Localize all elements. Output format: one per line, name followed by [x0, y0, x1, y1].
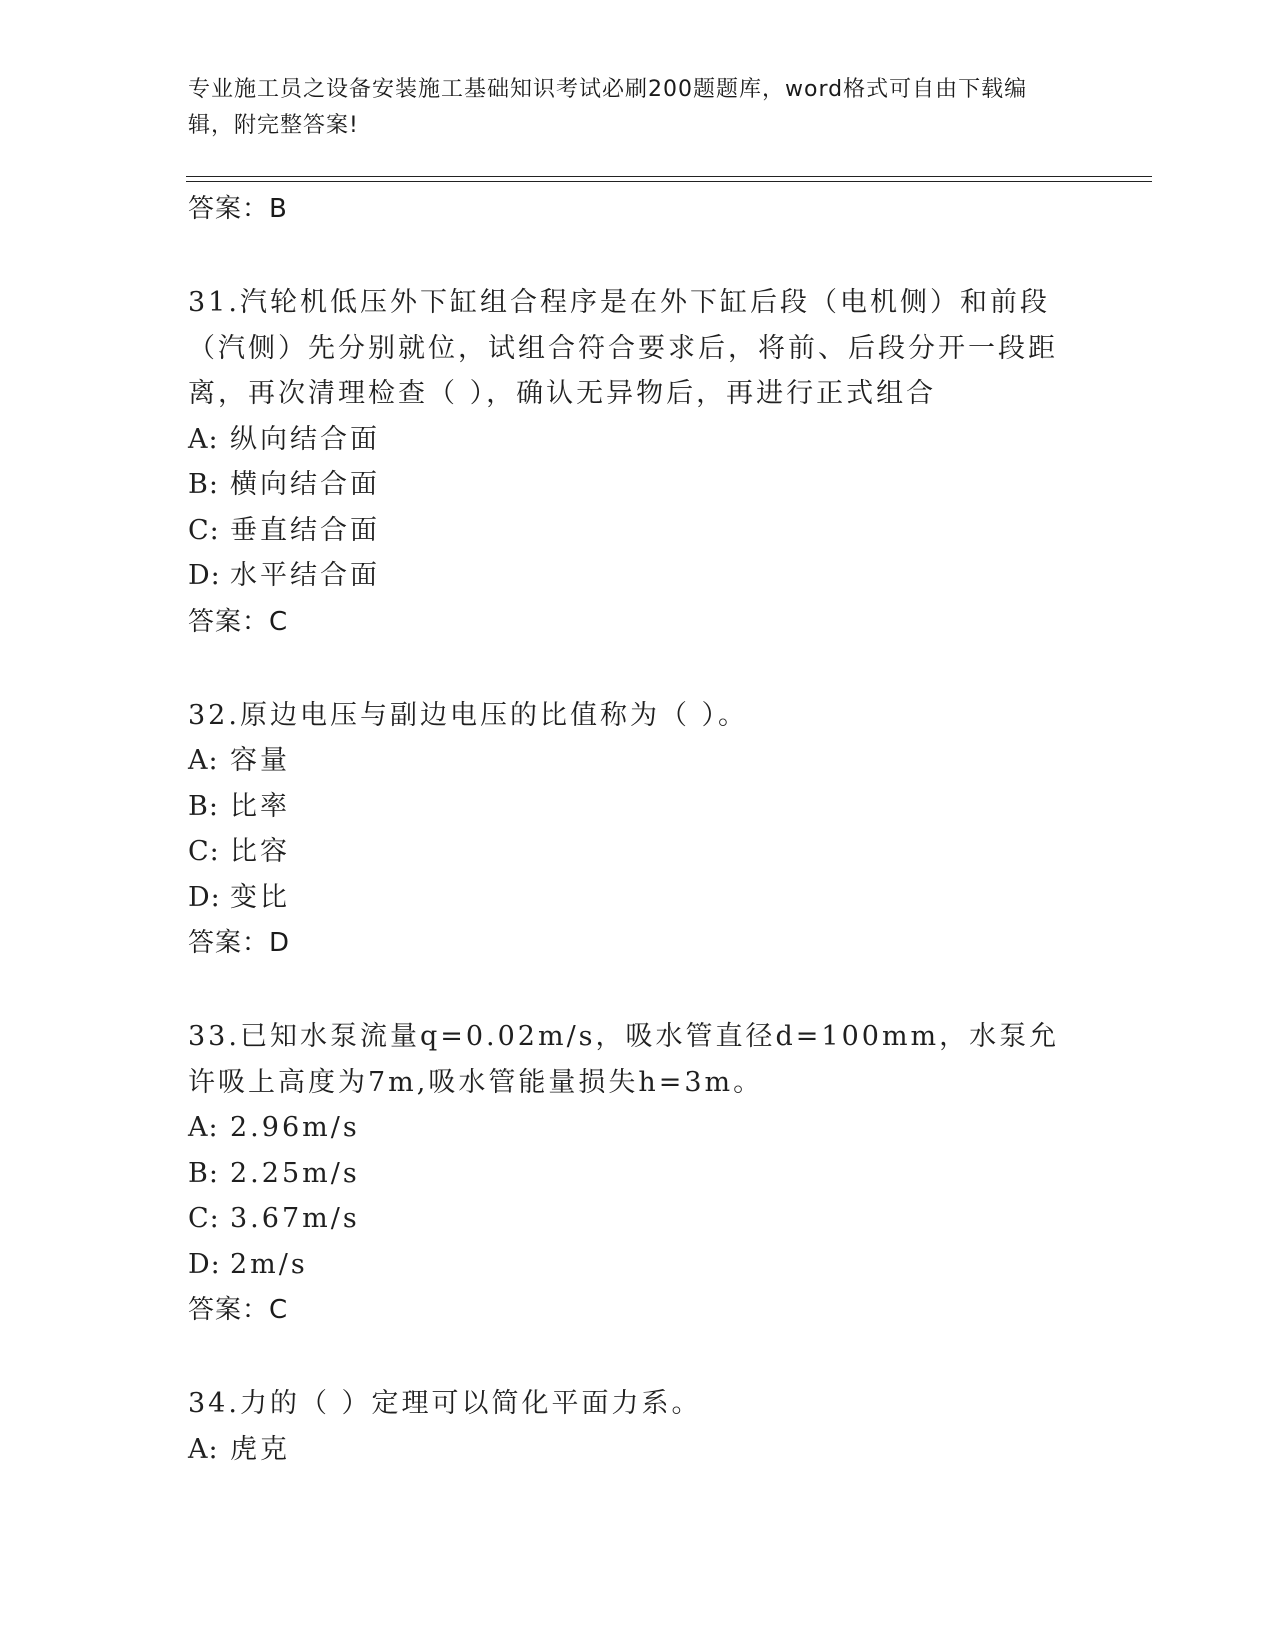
option-text: 横向结合面	[230, 469, 380, 500]
option-d	[188, 1242, 1088, 1288]
question-33	[188, 1014, 1088, 1333]
question-32	[188, 693, 1088, 967]
question-text: 34.力的（ ）定理可以简化平面力系。	[188, 1388, 702, 1419]
option-text: 2m/s	[230, 1248, 308, 1280]
option-text: 变比	[230, 881, 290, 913]
option-text: 容量	[230, 745, 290, 776]
header-rule-bottom	[186, 181, 1152, 182]
answer-line: 答案：D	[188, 928, 291, 958]
option-letter: D:	[188, 1248, 221, 1280]
option-text: 比容	[230, 836, 290, 867]
option-d	[188, 553, 1088, 599]
option-c	[188, 1196, 1088, 1242]
option-d	[188, 875, 1088, 921]
option-text: 水平结合面	[230, 560, 380, 591]
option-letter: D:	[188, 881, 221, 913]
option-text: 3.67m/s	[230, 1203, 360, 1234]
answer-line: 答案：C	[188, 606, 289, 637]
question-34	[188, 1381, 1088, 1472]
header-rule-top	[186, 176, 1152, 177]
option-letter: A:	[188, 1112, 219, 1143]
option-letter: C:	[188, 1203, 220, 1234]
option-b	[188, 462, 1088, 508]
question-31	[188, 280, 1088, 645]
option-text: 2.25m/s	[230, 1157, 360, 1189]
option-letter: C:	[188, 836, 220, 867]
content-area	[188, 186, 1088, 1472]
option-a	[188, 738, 1088, 784]
option-a	[188, 1105, 1088, 1151]
option-text: 垂直结合面	[230, 514, 380, 546]
option-a	[188, 417, 1088, 463]
answer-line: 答案：C	[188, 1295, 289, 1325]
option-letter: B:	[188, 469, 219, 500]
option-b	[188, 1151, 1088, 1197]
option-letter: B:	[188, 1157, 219, 1189]
option-letter: A:	[188, 423, 219, 455]
question-text: 32.原边电压与副边电压的比值称为（ ）。	[188, 699, 749, 731]
question-text: 31.汽轮机低压外下缸组合程序是在外下缸后段（电机侧）和前段（汽侧）先分别就位，试组合符合要求后，将前、后段分开一段距离，再次清理检查（ ），确认无异物后，再进行正式组合	[188, 287, 1058, 409]
option-letter: C:	[188, 514, 220, 546]
option-c	[188, 508, 1088, 554]
option-letter: A:	[188, 1433, 219, 1465]
question-text: 33.已知水泵流量q=0.02m/s，吸水管直径d=100mm，水泵允许吸上高度为7m,吸水管能量损失h=3m。	[188, 1021, 1060, 1098]
option-text: 比率	[230, 790, 290, 822]
answer-line: 答案：B	[188, 194, 288, 224]
page-header: 专业施工员之设备安装施工基础知识考试必刷200题题库，word格式可自由下载编辑，附完整答案!	[188, 77, 1028, 138]
option-letter: D:	[188, 560, 221, 591]
option-text: 2.96m/s	[230, 1112, 360, 1143]
option-a	[188, 1427, 1088, 1473]
option-letter: B:	[188, 790, 219, 822]
option-text: 纵向结合面	[230, 423, 380, 455]
option-c	[188, 829, 1088, 875]
option-text: 虎克	[230, 1433, 290, 1465]
option-letter: A:	[188, 745, 219, 776]
option-b	[188, 784, 1088, 830]
